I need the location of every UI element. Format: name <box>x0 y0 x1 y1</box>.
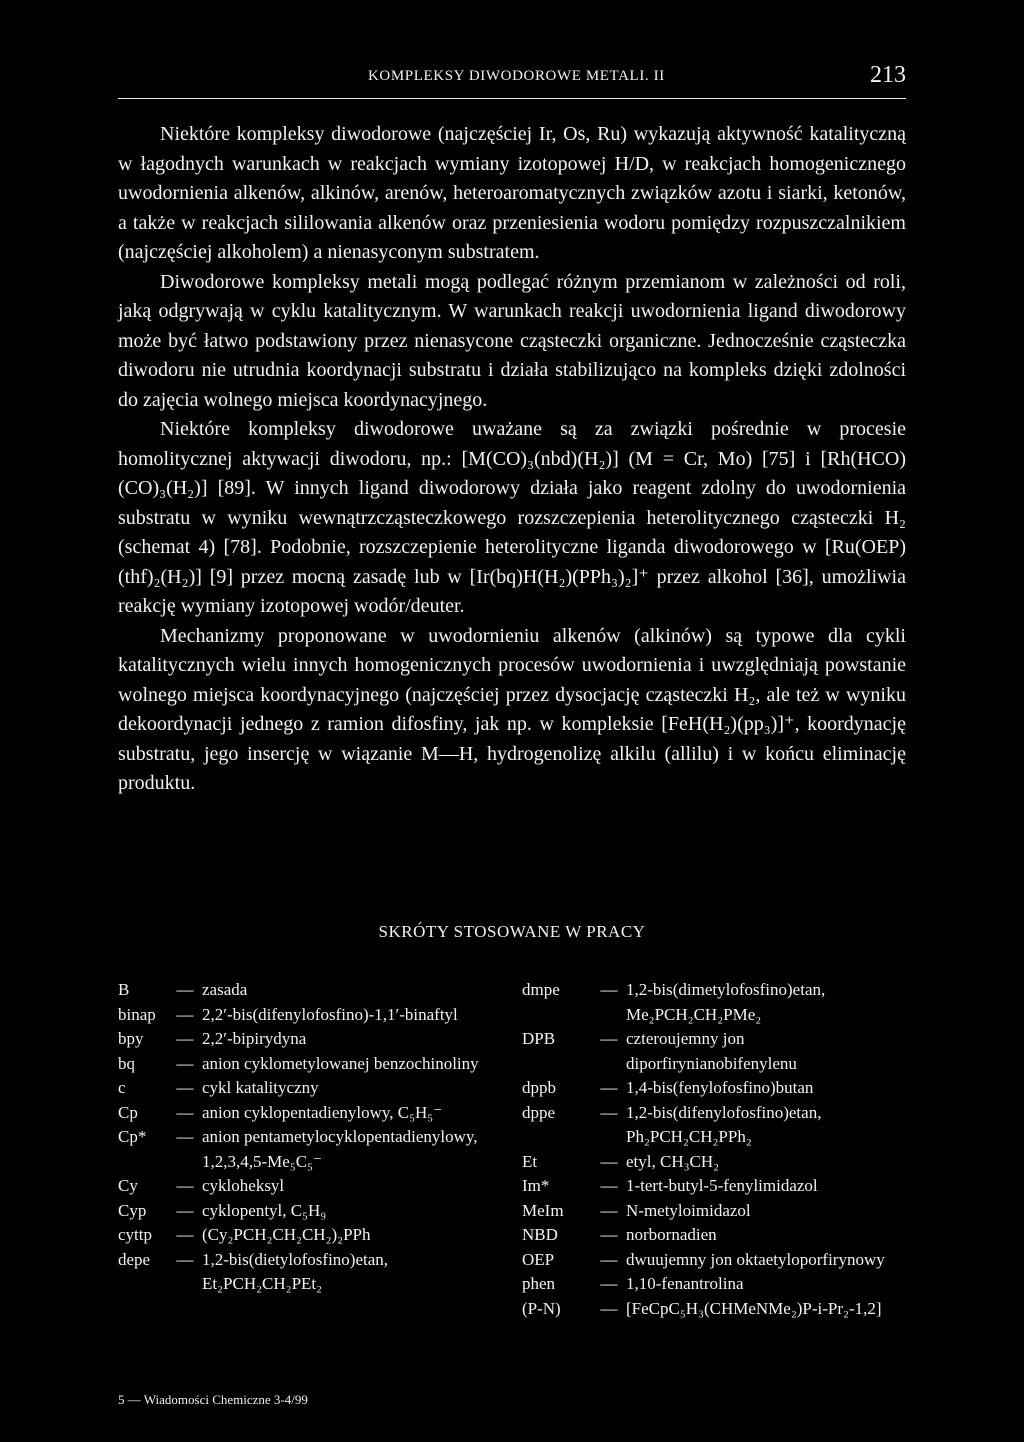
abbreviation-dash: — <box>600 1078 618 1097</box>
abbreviation-definition: norbornadien <box>626 1225 717 1244</box>
abbreviation-definition: 1,2-bis(difenylofosfino)etan, Ph₂PCH₂CH₂PPh₂ <box>626 1102 822 1146</box>
abbreviation-dash: — <box>600 1200 618 1220</box>
abbreviation-definition: cyklopentyl, C₅H₉ <box>202 1200 327 1220</box>
abbreviation-entry <box>522 1027 912 1076</box>
abbreviation-definition: anion pentametylocyklopentadienylowy, 1,2,3,4,5-Me₅C₅⁻ <box>202 1127 478 1171</box>
abbreviation-dash: — <box>600 1225 618 1244</box>
abbreviation-term: Im* <box>522 1176 550 1195</box>
abbreviation-dash: — <box>176 1176 194 1195</box>
abbreviations-left-column <box>118 978 508 1297</box>
paragraph-1: Niektóre kompleksy diwodorowe (najczęściej Ir, Os, Ru) wykazują aktywność katalityczną w łagodnych warunkach w reakcjach wymiany izotopowej H/D, w reakcjach homogenicznego uwodornienia alkenów, alkinów, arenów, heteroaromatycznych związków azotu i siarki, ketonów, a także w reakcjach sililowania alkenów oraz przeniesienia wodoru pomiędzy rozpuszczalnikiem (najczęściej alkoholem) a nienasyconym substratem. <box>118 123 906 263</box>
abbreviation-dash: — <box>600 1176 618 1195</box>
abbreviation-definition: 2,2′-bipirydyna <box>202 1029 307 1048</box>
abbreviation-dash: — <box>176 1200 194 1220</box>
abbreviation-entry <box>522 1223 912 1248</box>
abbreviation-entry <box>118 1003 508 1028</box>
abbreviation-entry <box>118 1027 508 1052</box>
abbreviation-dash: — <box>600 1249 618 1269</box>
abbreviation-entry <box>118 1199 508 1224</box>
abbreviation-entry <box>522 978 912 1027</box>
abbreviation-dash: — <box>600 1029 618 1048</box>
abbreviation-definition: zasada <box>202 980 248 999</box>
abbreviation-term: binap <box>118 1004 156 1024</box>
abbreviation-definition: 1,4-bis(fenylofosfino)butan <box>626 1078 814 1097</box>
abbreviation-term: cyttp <box>118 1225 152 1244</box>
paragraph-4: Mechanizmy proponowane w uwodornieniu alkenów (alkinów) są typowe dla cykli katalitycznych wielu innych homogenicznych procesów uwodornienia i uwzględniają powstanie wolnego miejsca koordynacyjnego (najczęściej przez dysocjację cząsteczki H₂, ale też w wyniku dekoordynacji jednego z ramion difosfiny, jak np. w kompleksie [FeH(H₂)(pp₃)]⁺, koordynację substratu, jego insercję w wiązanie M—H, hydrogenolizę alkilu (allilu) i w końcu eliminację produktu. <box>118 624 906 794</box>
abbreviations-right-column <box>522 978 912 1321</box>
abbreviation-term: depe <box>118 1249 151 1269</box>
abbreviation-entry <box>522 1199 912 1224</box>
abbreviation-definition: 1,2-bis(dietylofosfino)etan, Et₂PCH₂CH₂PEt₂ <box>202 1249 389 1293</box>
running-title: KOMPLEKSY DIWODOROWE METALI. II <box>368 68 665 84</box>
abbreviation-term: Cp <box>118 1102 138 1122</box>
abbreviation-entry <box>118 1174 508 1199</box>
abbreviation-definition: (Cy₂PCH₂CH₂CH₂)₂PPh <box>202 1225 371 1244</box>
abbreviation-definition: anion cyklometylowanej benzochinoliny <box>202 1053 479 1073</box>
abbreviation-term: dmpe <box>522 980 560 999</box>
abbreviation-dash: — <box>176 1225 194 1244</box>
abbreviation-dash: — <box>176 1053 194 1073</box>
page-footer: 5 — Wiadomości Chemiczne 3-4/99 <box>118 1392 308 1407</box>
abbreviation-entry <box>522 1101 912 1150</box>
abbreviation-term: (P-N) <box>522 1298 561 1318</box>
abbreviation-dash: — <box>600 1274 618 1293</box>
abbreviation-entry <box>522 1248 912 1273</box>
abbreviation-definition: [FeCpC₅H₃(CHMeNMe₂)P-i-Pr₂-1,2] <box>626 1298 882 1318</box>
abbreviation-entry <box>118 1052 508 1077</box>
abbreviation-entry <box>118 1223 508 1248</box>
abbreviation-entry <box>522 1174 912 1199</box>
abbreviation-entry <box>522 1076 912 1101</box>
abbreviation-dash: — <box>176 1102 194 1122</box>
page-number: 213 <box>870 62 906 88</box>
abbreviation-entry <box>118 1248 508 1297</box>
abbreviation-term: c <box>118 1078 126 1097</box>
abbreviation-dash: — <box>176 1127 194 1146</box>
abbreviation-term: dppe <box>522 1102 556 1122</box>
abbreviation-term: NBD <box>522 1225 558 1244</box>
abbreviation-term: phen <box>522 1274 556 1293</box>
abbreviation-definition: 1,2-bis(dimetylofosfino)etan, Me₂PCH₂CH₂PMe₂ <box>626 980 826 1024</box>
abbreviation-term: bq <box>118 1053 135 1073</box>
abbreviation-entry <box>522 1150 912 1175</box>
abbreviation-term: dppb <box>522 1078 556 1097</box>
abbreviation-entry <box>118 1101 508 1126</box>
abbreviation-term: Cyp <box>118 1200 147 1220</box>
page-header <box>118 62 906 99</box>
abbreviation-definition: anion cyklopentadienylowy, C₅H₅⁻ <box>202 1102 443 1122</box>
abbreviation-dash: — <box>600 1298 618 1318</box>
abbreviation-definition: czteroujemny jon diporfirynianobifenylenu <box>626 1029 797 1073</box>
abbreviation-term: MeIm <box>522 1200 564 1220</box>
abbreviation-definition: cykl katalityczny <box>202 1078 319 1097</box>
abbreviation-term: Et <box>522 1151 538 1171</box>
abbreviation-definition: cykloheksyl <box>202 1176 285 1195</box>
abbreviation-term: B <box>118 980 130 999</box>
abbreviation-dash: — <box>600 980 618 999</box>
abbreviation-dash: — <box>176 1249 194 1269</box>
abbreviation-definition: N-metyloimidazol <box>626 1200 751 1220</box>
abbreviation-definition: 2,2′-bis(difenylofosfino)-1,1′-binaftyl <box>202 1004 458 1024</box>
abbreviation-dash: — <box>176 1029 194 1048</box>
abbreviation-entry <box>118 1076 508 1101</box>
abbreviation-term: Cy <box>118 1176 138 1195</box>
abbreviation-term: bpy <box>118 1029 144 1048</box>
abbreviation-entry <box>522 1272 912 1297</box>
abbreviation-dash: — <box>600 1151 618 1171</box>
abbreviation-entry <box>522 1297 912 1322</box>
abbreviation-definition: etyl, CH₃CH₂ <box>626 1151 720 1171</box>
abbreviation-entry <box>118 1125 508 1174</box>
abbreviation-dash: — <box>176 1004 194 1024</box>
main-text <box>118 120 906 799</box>
abbreviation-term: Cp* <box>118 1127 147 1146</box>
abbreviation-entry <box>118 978 508 1003</box>
abbreviation-dash: — <box>176 980 194 999</box>
abbreviations-heading: SKRÓTY STOSOWANE W PRACY <box>378 922 646 941</box>
abbreviation-dash: — <box>176 1078 194 1097</box>
paragraph-2: Diwodorowe kompleksy metali mogą podlegać różnym przemianom w zależności od roli, jaką odgrywają w cyklu katalitycznym. W warunkach reakcji uwodornienia ligand diwodorowy może być łatwo podstawiony przez nienasycone cząsteczki organiczne. Jednocześnie cząsteczka diwodoru nie utrudnia koordynacji substratu i działa stabilizująco na kompleks dzięki zdolności do zajęcia wolnego miejsca koordynacyjnego. <box>118 270 906 411</box>
abbreviation-definition: 1,10-fenantrolina <box>626 1274 744 1293</box>
paragraph-3: Niektóre kompleksy diwodorowe uważane są za związki pośrednie w procesie homolitycznej aktywacji diwodoru, np.: [M(CO)₃(nbd)(H₂)] (M = Cr, Mo) [75] i [Rh(HCO)(CO)₃(H₂)] [89]. W innych ligand diwodorowy działa jako reagent zdolny do uwodornienia substratu w wyniku wewnątrzcząsteczkowego rozszczepienia heterolitycznego cząsteczki H₂ (schemat 4) [78]. Podobnie, rozszczepienie heterolityczne liganda diwodorowego w [Ru(OEP)(thf)₂(H₂)] [9] przez mocną zasadę lub w [Ir(bq)H(H₂)(PPh₃)₂]⁺ przez alkohol [36], umożliwia reakcję wymiany izotopowej wodór/deuter. <box>118 418 906 617</box>
abbreviation-dash: — <box>600 1102 618 1122</box>
abbreviation-definition: dwuujemny jon oktaetyloporfirynowy <box>626 1249 885 1269</box>
abbreviation-term: OEP <box>522 1249 555 1269</box>
abbreviation-definition: 1-tert-butyl-5-fenylimidazol <box>626 1176 818 1195</box>
abbreviation-term: DPB <box>522 1029 556 1048</box>
